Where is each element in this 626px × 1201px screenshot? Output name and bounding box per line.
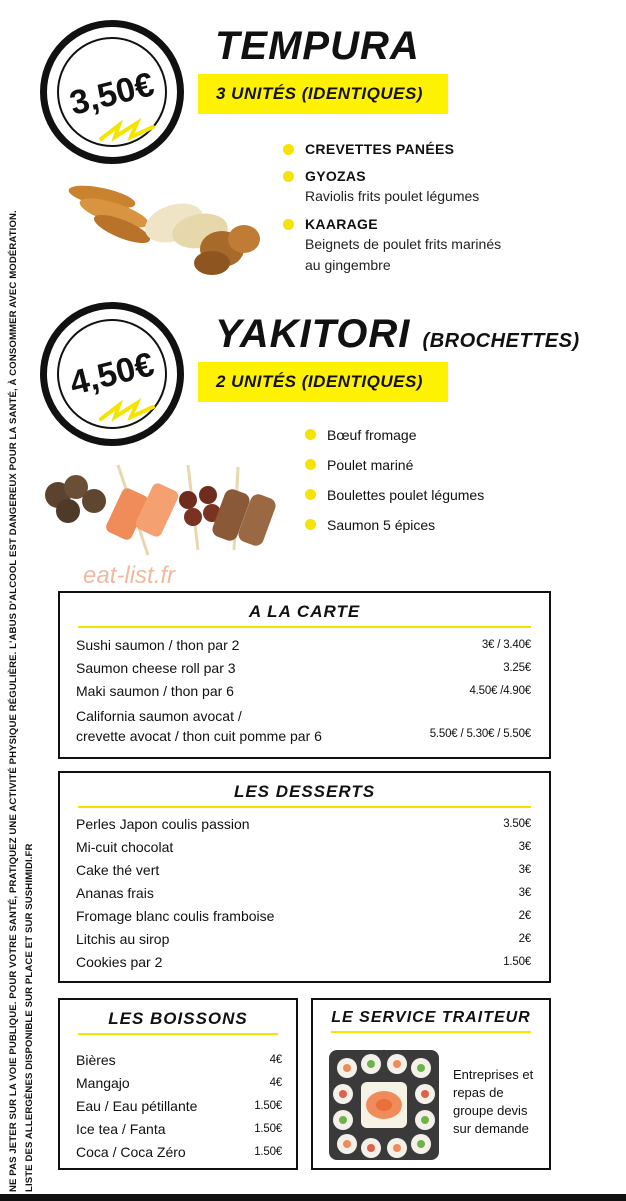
table-row: Litchis au sirop 2€ [76,931,531,947]
table-row: Saumon cheese roll par 3 3.25€ [76,660,531,676]
sushi-platter-image [325,1046,443,1164]
traiteur-title: LE SERVICE TRAITEUR [331,1009,531,1026]
scribble-icon [97,117,157,147]
yakitori-items [305,425,585,543]
table-row: Coca / Coca Zéro 1.50€ [76,1144,282,1160]
legal-text-line-1: NE PAS JETER SUR LA VOIE PUBLIQUE. POUR VOTRE SANTÉ, PRATIQUEZ UNE ACTIVITÉ PHYSIQUE RÉGULIÈRE. L'ABUS D'ALCOOL EST DANGEREUX POUR LA SANTÉ, À CONSOMMER AVEC MODÉRATION. [8,210,19,1192]
bottom-rule [0,1194,626,1201]
tempura-items [283,140,583,284]
list-item: Bœuf fromage [305,425,585,445]
yakitori-title-main: YAKITORI [215,312,411,356]
yakitori-price: 4,50€ [65,345,158,403]
table-row: California saumon avocat / crevette avocat / thon cuit pomme par 6 5.50€ / 5.30€ / 5.50€ [76,708,531,744]
tempura-units-bar: 3 UNITÉS (IDENTIQUES) [198,74,448,114]
yakitori-title [215,312,580,357]
tempura-price: 3,50€ [65,65,158,123]
list-item: Poulet mariné [305,455,585,475]
watermark-text: eat-list.fr [83,562,176,589]
tempura-title: TEMPURA [215,24,420,68]
tempura-food-image [62,165,262,285]
traiteur-box [311,998,551,1170]
table-row: Ice tea / Fanta 1.50€ [76,1121,282,1137]
table-row: Mangajo 4€ [76,1075,282,1091]
yakitori-subtitle: (BROCHETTES) [422,330,580,352]
traiteur-description: Entreprises et repas de groupe devis sur demande [453,1067,534,1136]
a-la-carte-title: A LA CARTE [248,602,361,621]
desserts-box [58,771,551,983]
yakitori-price-badge [40,302,184,446]
table-row: Perles Japon coulis passion 3.50€ [76,816,531,832]
tempura-price-badge [40,20,184,164]
allergen-text-line: LISTE DES ALLERGÈNES DISPONIBLE SUR PLACE ET SUR SUSHIMIDI.FR [24,843,35,1192]
list-item: Boulettes poulet légumes [305,485,585,505]
boissons-title: LES BOISSONS [108,1009,248,1028]
list-item: GYOZAS Raviolis frits poulet légumes [283,167,583,207]
yakitori-units-bar: 2 UNITÉS (IDENTIQUES) [198,362,448,402]
table-row: Cookies par 2 1.50€ [76,954,531,970]
yakitori-food-image [38,455,278,565]
scribble-icon [97,397,157,427]
table-row: Fromage blanc coulis framboise 2€ [76,908,531,924]
boissons-box [58,998,298,1170]
list-item: KAARAGE Beignets de poulet frits marinés au gingembre [283,215,513,276]
table-row: Ananas frais 3€ [76,885,531,901]
table-row: Mi-cuit chocolat 3€ [76,839,531,855]
legal-sidebar [0,0,44,1201]
table-row: Bières 4€ [76,1052,282,1068]
desserts-title: LES DESSERTS [233,782,376,801]
list-item: Saumon 5 épices [305,515,585,535]
a-la-carte-box [58,591,551,759]
list-item: CREVETTES PANÉES [283,140,583,159]
table-row: Cake thé vert 3€ [76,862,531,878]
table-row: Sushi saumon / thon par 2 3€ / 3.40€ [76,637,531,653]
table-row: Eau / Eau pétillante 1.50€ [76,1098,282,1114]
table-row: Maki saumon / thon par 6 4.50€ /4.90€ [76,683,531,699]
